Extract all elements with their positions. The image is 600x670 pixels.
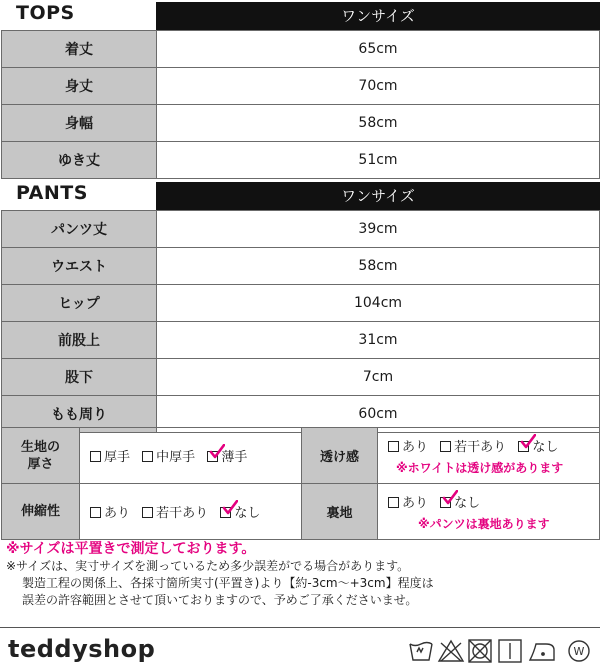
pants-size-row <box>2 248 600 285</box>
fabric-properties-table <box>1 427 600 540</box>
pants-size-row <box>2 322 600 359</box>
measurement-value: 58cm <box>157 248 600 285</box>
stretch-label: 伸縮性 <box>2 484 80 540</box>
stretch-option-no: なし <box>220 502 260 521</box>
sheer-options <box>378 428 600 484</box>
tops-size-row <box>2 142 600 179</box>
checkbox-icon <box>90 507 101 518</box>
measurement-value: 104cm <box>157 285 600 322</box>
measurement-label: 着丈 <box>2 31 157 68</box>
checked-checkbox-icon <box>440 497 451 508</box>
pants-size-row <box>2 285 600 322</box>
brand-logo: teddyshop <box>8 635 156 663</box>
flat-measure-note: ※サイズは平置きで測定しております。 <box>6 541 256 557</box>
pants-header <box>0 180 600 210</box>
checkbox-icon <box>142 507 153 518</box>
checked-checkbox-icon <box>518 441 529 452</box>
measurement-value: 70cm <box>157 68 600 105</box>
measurement-label: 股下 <box>2 359 157 396</box>
sheer-label: 透け感 <box>302 428 378 484</box>
stretch-option-yes: あり <box>90 502 130 521</box>
tops-size-column: ワンサイズ <box>156 2 600 30</box>
sheer-option-no: なし <box>518 436 558 455</box>
sheer-option-yes: あり <box>388 436 428 455</box>
lining-option-no: なし <box>440 492 480 511</box>
measurement-value: 58cm <box>157 105 600 142</box>
measurement-label: 身幅 <box>2 105 157 142</box>
tops-title: TOPS <box>16 2 75 24</box>
sheer-note: ※ホワイトは透け感があります <box>396 460 564 475</box>
pants-size-column: ワンサイズ <box>156 182 600 210</box>
measurement-value: 7cm <box>157 359 600 396</box>
measure-note-line-1: ※サイズは、実寸サイズを測っているため多少誤差がでる場合があります。 <box>6 559 410 573</box>
thickness-option-thin: 薄手 <box>207 446 247 465</box>
dry-clean-icon <box>569 641 589 661</box>
measure-note-line-3: 誤差の許容範囲とさせて頂いておりますので、予めご了承くださいませ。 <box>22 593 418 607</box>
footer-divider <box>0 627 600 628</box>
checkbox-icon <box>388 441 399 452</box>
line-dry-icon <box>499 640 521 662</box>
lining-options <box>378 484 600 540</box>
measurement-label: ウエスト <box>2 248 157 285</box>
thickness-options <box>80 428 302 484</box>
thickness-option-thick: 厚手 <box>90 446 130 465</box>
lining-option-yes: あり <box>388 492 428 511</box>
care-icons <box>408 638 594 664</box>
svg-text:W: W <box>573 645 585 658</box>
checkbox-icon <box>90 451 101 462</box>
iron-low-icon <box>530 644 554 660</box>
measurement-value: 31cm <box>157 322 600 359</box>
tops-size-table <box>1 30 600 179</box>
checkbox-icon <box>440 441 451 452</box>
pants-title: PANTS <box>16 182 88 204</box>
stretch-option-slight: 若干あり <box>142 502 208 521</box>
thickness-option-medium: 中厚手 <box>142 446 195 465</box>
pants-size-row <box>2 211 600 248</box>
lining-note: ※パンツは裏地あります <box>418 516 550 531</box>
checked-checkbox-icon <box>220 507 231 518</box>
measurement-value: 39cm <box>157 211 600 248</box>
stretch-options <box>80 484 302 540</box>
checkbox-icon <box>142 451 153 462</box>
tops-header <box>0 0 600 30</box>
tops-size-row <box>2 31 600 68</box>
measurement-label: ヒップ <box>2 285 157 322</box>
tops-size-row <box>2 68 600 105</box>
measurement-label: 前股上 <box>2 322 157 359</box>
pants-size-row <box>2 359 600 396</box>
checkbox-icon <box>388 497 399 508</box>
pants-size-table <box>1 210 600 433</box>
tops-size-row <box>2 105 600 142</box>
measurement-label: ゆき丈 <box>2 142 157 179</box>
measurement-label: もも周り <box>2 396 157 433</box>
thickness-label: 生地の 厚さ <box>2 428 80 484</box>
no-bleach-icon <box>439 641 463 661</box>
lining-label: 裏地 <box>302 484 378 540</box>
wash-by-hand-icon <box>410 643 432 661</box>
measurement-label: 身丈 <box>2 68 157 105</box>
sheer-option-slight: 若干あり <box>440 436 506 455</box>
measure-note-line-2: 製造工程の関係上、各採寸箇所実寸(平置き)より【約-3cm〜+3cm】程度は <box>22 576 434 590</box>
measurement-value: 51cm <box>157 142 600 179</box>
measurement-value: 65cm <box>157 31 600 68</box>
measurement-value: 60cm <box>157 396 600 433</box>
no-tumble-dry-icon <box>469 640 491 662</box>
size-notes <box>6 541 596 609</box>
measurement-label: パンツ丈 <box>2 211 157 248</box>
checked-checkbox-icon <box>207 451 218 462</box>
